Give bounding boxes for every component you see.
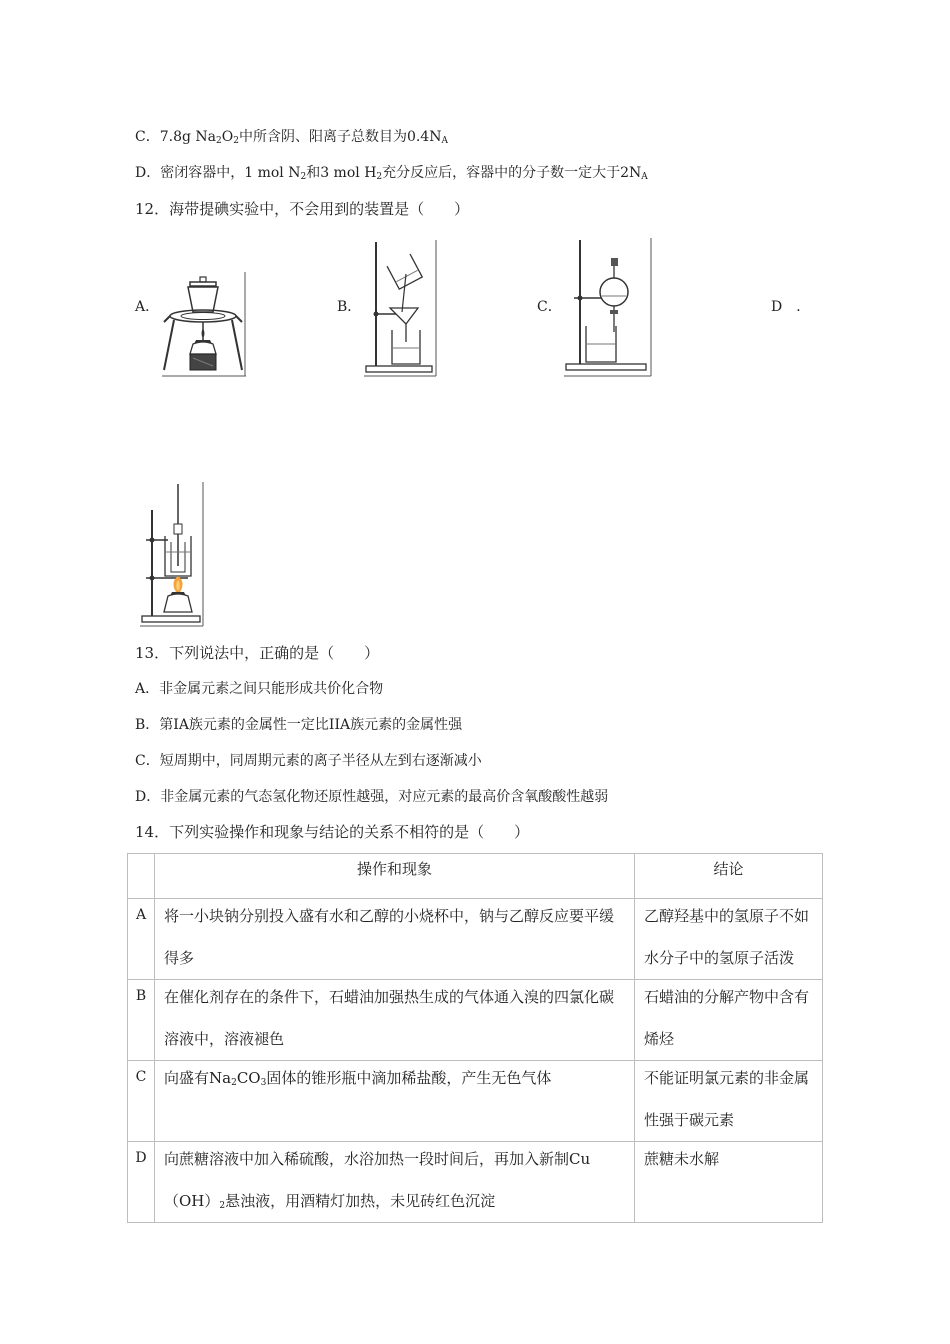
- subscript: 3: [260, 1078, 267, 1088]
- row-op-text: [164, 1138, 626, 1222]
- q13-option-d: D．非金属元素的气态氢化物还原性越强，对应元素的最高价含氧酸酸性越弱: [135, 789, 609, 805]
- table-row: [128, 899, 823, 980]
- text: D．密闭容器中，1 mol N: [135, 165, 301, 181]
- text: 悬浊液，用酒精灯加热，未见砖红色沉淀: [225, 1192, 496, 1210]
- apparatus-b-filtration: [362, 238, 438, 378]
- subscript: 2: [300, 172, 307, 182]
- row-op: [155, 899, 635, 980]
- q12-label-c: C．: [537, 299, 562, 315]
- q13-stem: 13．下列说法中，正确的是（ ）: [135, 644, 380, 662]
- q13-option-c: C．短周期中，同周期元素的离子半径从左到右逐渐减小: [135, 753, 482, 769]
- row-key: A: [128, 899, 155, 980]
- text: 向盛有Na: [164, 1069, 232, 1087]
- subscript: A: [441, 136, 448, 146]
- text: 充分反应后，容器中的分子数一定大于2N: [382, 165, 642, 181]
- q11-option-c: [135, 127, 448, 147]
- apparatus-a-crucible-heating: [160, 270, 248, 378]
- row-op: [155, 980, 635, 1061]
- subscript: 2: [231, 1078, 237, 1088]
- q13-option-b: B．第IA族元素的金属性一定比IIA族元素的金属性强: [135, 717, 463, 733]
- table-header-row: [128, 854, 823, 899]
- q13-option-a: A．非金属元素之间只能形成共价化合物: [135, 681, 384, 697]
- text: CO: [236, 1069, 261, 1087]
- row-op: [155, 1142, 635, 1223]
- q11-option-d: [135, 163, 648, 183]
- row-op: [155, 1061, 635, 1142]
- q14-table: [127, 853, 823, 1223]
- header-op: 操作和现象: [155, 854, 635, 899]
- apparatus-d-water-bath-distillation: [138, 480, 206, 628]
- header-conclusion: 结论: [635, 854, 823, 899]
- row-conclusion: [635, 899, 823, 980]
- apparatus-c-separatory-funnel: [562, 236, 654, 378]
- subscript: 2: [219, 1201, 226, 1211]
- q12-label-a: A．: [135, 299, 160, 315]
- text: 固体的锥形瓶中滴加稀盐酸，产生无色气体: [266, 1069, 552, 1087]
- row-conclusion-text: 蔗糖未水解: [644, 1150, 720, 1168]
- row-op-text: 在催化剂存在的条件下，石蜡油加强热生成的气体通入溴的四氯化碳溶液中，溶液褪色: [164, 988, 615, 1048]
- row-conclusion-text: 不能证明氯元素的非金属性强于碳元素: [644, 1069, 810, 1129]
- subscript: 2: [216, 136, 222, 146]
- subscript: A: [641, 172, 648, 182]
- q12-stem: 12．海带提碘实验中，不会用到的装置是（ ）: [135, 200, 470, 218]
- subscript: 2: [376, 172, 383, 182]
- text: 和3 mol H: [306, 165, 377, 181]
- row-key: B: [128, 980, 155, 1061]
- q12-label-d: D ．: [771, 299, 811, 315]
- row-conclusion: [635, 980, 823, 1061]
- text: O: [221, 129, 234, 145]
- row-key: D: [128, 1142, 155, 1223]
- text: 中所含阴、阳离子总数目为0.4N: [238, 129, 442, 145]
- row-conclusion: [635, 1142, 823, 1223]
- table-row: [128, 1061, 823, 1142]
- row-op-text: [164, 1057, 626, 1099]
- text: C．7.8g Na: [135, 129, 216, 145]
- q12-label-b: B．: [337, 299, 362, 315]
- q14-stem: 14．下列实验操作和现象与结论的关系不相符的是（ ）: [135, 823, 530, 841]
- table-row: [128, 1142, 823, 1223]
- row-conclusion-text: 石蜡油的分解产物中含有烯烃: [644, 988, 810, 1048]
- row-op-text: 将一小块钠分别投入盛有水和乙醇的小烧杯中，钠与乙醇反应要平缓得多: [164, 907, 615, 967]
- row-conclusion-text: 乙醇羟基中的氢原子不如水分子中的氢原子活泼: [644, 907, 810, 967]
- text: 向蔗糖溶液中加入稀硫酸，水浴加热一段时间后，再加入新制Cu（OH）: [164, 1150, 591, 1210]
- row-key: C: [128, 1061, 155, 1142]
- row-conclusion: [635, 1061, 823, 1142]
- table-row: [128, 980, 823, 1061]
- header-key-cell: [128, 854, 155, 899]
- subscript: 2: [233, 136, 239, 146]
